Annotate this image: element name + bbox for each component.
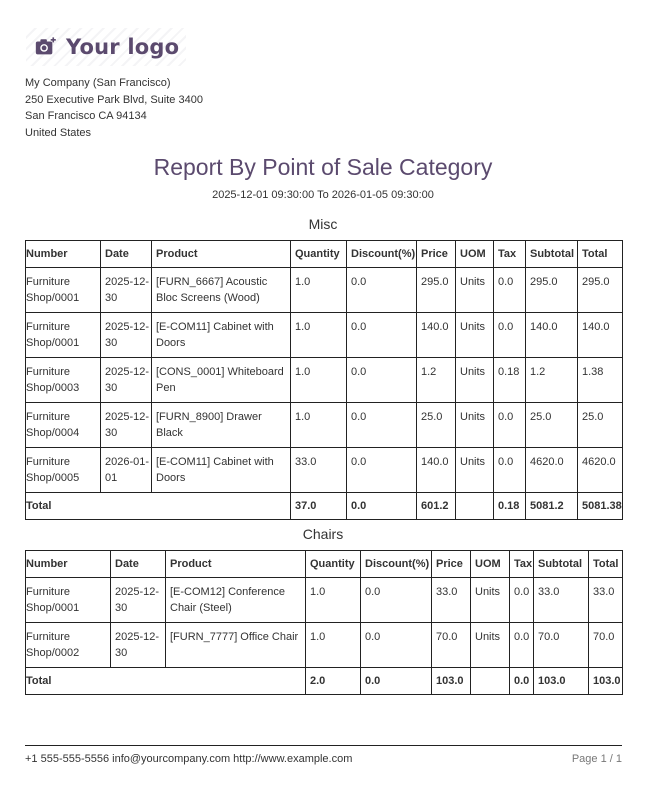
table-total-row — [26, 493, 623, 520]
cell-uom: Units — [471, 623, 510, 668]
total-uom — [456, 493, 494, 520]
cell-discount: 0.0 — [347, 448, 417, 493]
cell-product: [CONS_0001] Whiteboard Pen — [152, 358, 291, 403]
cell-product: [E-COM12] Conference Chair (Steel) — [166, 578, 306, 623]
column-header-number: Number — [26, 241, 101, 268]
cell-quantity: 1.0 — [291, 313, 347, 358]
cell-total: 140.0 — [578, 313, 623, 358]
cell-total: 25.0 — [578, 403, 623, 448]
cell-number: Furniture Shop/0002 — [26, 623, 111, 668]
company-address — [25, 75, 203, 141]
misc-table — [25, 240, 623, 520]
company-name: My Company (San Francisco) — [25, 77, 171, 89]
cell-quantity: 1.0 — [291, 403, 347, 448]
cell-tax: 0.0 — [510, 623, 534, 668]
column-header-product: Product — [166, 551, 306, 578]
column-header-date: Date — [111, 551, 166, 578]
company-street: 250 Executive Park Blvd, Suite 3400 — [25, 93, 203, 106]
cell-discount: 0.0 — [347, 358, 417, 403]
cell-product: [E-COM11] Cabinet with Doors — [152, 448, 291, 493]
cell-subtotal: 140.0 — [526, 313, 578, 358]
total-label: Total — [26, 493, 291, 520]
table-row — [26, 313, 623, 358]
company-logo — [26, 28, 186, 66]
cell-date: 2025-12-30 — [101, 403, 152, 448]
total-subtotal: 103.0 — [534, 668, 589, 695]
cell-subtotal: 1.2 — [526, 358, 578, 403]
column-header-uom: UOM — [471, 551, 510, 578]
column-header-discount: Discount(%) — [361, 551, 432, 578]
cell-number: Furniture Shop/0001 — [26, 268, 101, 313]
column-header-date: Date — [101, 241, 152, 268]
column-header-tax: Tax — [510, 551, 534, 578]
total-label: Total — [26, 668, 306, 695]
cell-date: 2026-01-01 — [101, 448, 152, 493]
column-header-quantity: Quantity — [306, 551, 361, 578]
total-price: 103.0 — [432, 668, 471, 695]
cell-tax: 0.0 — [494, 268, 526, 313]
cell-date: 2025-12-30 — [101, 268, 152, 313]
cell-subtotal: 4620.0 — [526, 448, 578, 493]
cell-quantity: 1.0 — [291, 358, 347, 403]
total-subtotal: 5081.2 — [526, 493, 578, 520]
company-city: San Francisco CA 94134 — [25, 110, 147, 122]
cell-number: Furniture Shop/0001 — [26, 578, 111, 623]
cell-uom: Units — [471, 578, 510, 623]
logo-text: Your logo — [66, 35, 180, 59]
total-tax: 0.0 — [510, 668, 534, 695]
cell-tax: 0.0 — [494, 403, 526, 448]
column-header-number: Number — [26, 551, 111, 578]
cell-price: 140.0 — [417, 313, 456, 358]
cell-quantity: 1.0 — [306, 623, 361, 668]
cell-date: 2025-12-30 — [101, 313, 152, 358]
cell-tax: 0.18 — [494, 358, 526, 403]
total-tax: 0.18 — [494, 493, 526, 520]
column-header-quantity: Quantity — [291, 241, 347, 268]
cell-price: 33.0 — [432, 578, 471, 623]
column-header-subtotal: Subtotal — [534, 551, 589, 578]
column-header-discount: Discount(%) — [347, 241, 417, 268]
cell-number: Furniture Shop/0001 — [26, 313, 101, 358]
total-total: 103.0 — [589, 668, 623, 695]
cell-quantity: 1.0 — [291, 268, 347, 313]
table-row — [26, 448, 623, 493]
column-header-uom: UOM — [456, 241, 494, 268]
camera-icon — [34, 36, 56, 58]
cell-date: 2025-12-30 — [111, 578, 166, 623]
table-row — [26, 623, 623, 668]
cell-uom: Units — [456, 268, 494, 313]
cell-number: Furniture Shop/0005 — [26, 448, 101, 493]
footer-page-number: Page 1 / 1 — [571, 753, 622, 765]
column-header-total: Total — [578, 241, 623, 268]
total-discount: 0.0 — [347, 493, 417, 520]
total-quantity: 37.0 — [291, 493, 347, 520]
column-header-tax: Tax — [494, 241, 526, 268]
cell-total: 1.38 — [578, 358, 623, 403]
table-header-row — [26, 241, 623, 268]
cell-total: 33.0 — [589, 578, 623, 623]
cell-discount: 0.0 — [347, 268, 417, 313]
table-total-row — [26, 668, 623, 695]
report-date-range: 2025-12-01 09:30:00 To 2026-01-05 09:30:00 — [212, 189, 434, 201]
cell-discount: 0.0 — [361, 578, 432, 623]
cell-subtotal: 70.0 — [534, 623, 589, 668]
total-discount: 0.0 — [361, 668, 432, 695]
cell-number: Furniture Shop/0003 — [26, 358, 101, 403]
cell-uom: Units — [456, 403, 494, 448]
cell-uom: Units — [456, 358, 494, 403]
chairs-table — [25, 550, 623, 695]
cell-discount: 0.0 — [347, 313, 417, 358]
total-price: 601.2 — [417, 493, 456, 520]
company-country: United States — [25, 126, 92, 139]
table-header-row — [26, 551, 623, 578]
cell-uom: Units — [456, 313, 494, 358]
cell-quantity: 33.0 — [291, 448, 347, 493]
cell-number: Furniture Shop/0004 — [26, 403, 101, 448]
column-header-total: Total — [589, 551, 623, 578]
cell-date: 2025-12-30 — [101, 358, 152, 403]
cell-total: 4620.0 — [578, 448, 623, 493]
cell-tax: 0.0 — [494, 448, 526, 493]
table-row — [26, 578, 623, 623]
cell-product: [FURN_8900] Drawer Black — [152, 403, 291, 448]
section-title-misc: Misc — [308, 216, 338, 232]
cell-product: [E-COM11] Cabinet with Doors — [152, 313, 291, 358]
cell-total: 295.0 — [578, 268, 623, 313]
column-header-subtotal: Subtotal — [526, 241, 578, 268]
column-header-product: Product — [152, 241, 291, 268]
cell-price: 1.2 — [417, 358, 456, 403]
table-row — [26, 268, 623, 313]
column-header-price: Price — [417, 241, 456, 268]
cell-date: 2025-12-30 — [111, 623, 166, 668]
cell-total: 70.0 — [589, 623, 623, 668]
table-row — [26, 358, 623, 403]
footer-contact: +1 555-555-5556 info@yourcompany.com http://www.example.com — [25, 753, 353, 765]
table-row — [26, 403, 623, 448]
cell-product: [FURN_7777] Office Chair — [166, 623, 306, 668]
cell-quantity: 1.0 — [306, 578, 361, 623]
cell-tax: 0.0 — [510, 578, 534, 623]
total-quantity: 2.0 — [306, 668, 361, 695]
cell-product: [FURN_6667] Acoustic Bloc Screens (Wood) — [152, 268, 291, 313]
footer-divider — [25, 745, 622, 746]
cell-subtotal: 295.0 — [526, 268, 578, 313]
cell-price: 70.0 — [432, 623, 471, 668]
column-header-price: Price — [432, 551, 471, 578]
cell-tax: 0.0 — [494, 313, 526, 358]
cell-uom: Units — [456, 448, 494, 493]
cell-price: 140.0 — [417, 448, 456, 493]
cell-price: 25.0 — [417, 403, 456, 448]
section-title-chairs: Chairs — [302, 526, 344, 542]
cell-discount: 0.0 — [361, 623, 432, 668]
cell-subtotal: 33.0 — [534, 578, 589, 623]
cell-price: 295.0 — [417, 268, 456, 313]
total-uom — [471, 668, 510, 695]
report-title: Report By Point of Sale Category — [153, 154, 493, 180]
cell-subtotal: 25.0 — [526, 403, 578, 448]
total-total: 5081.38 — [578, 493, 623, 520]
cell-discount: 0.0 — [347, 403, 417, 448]
